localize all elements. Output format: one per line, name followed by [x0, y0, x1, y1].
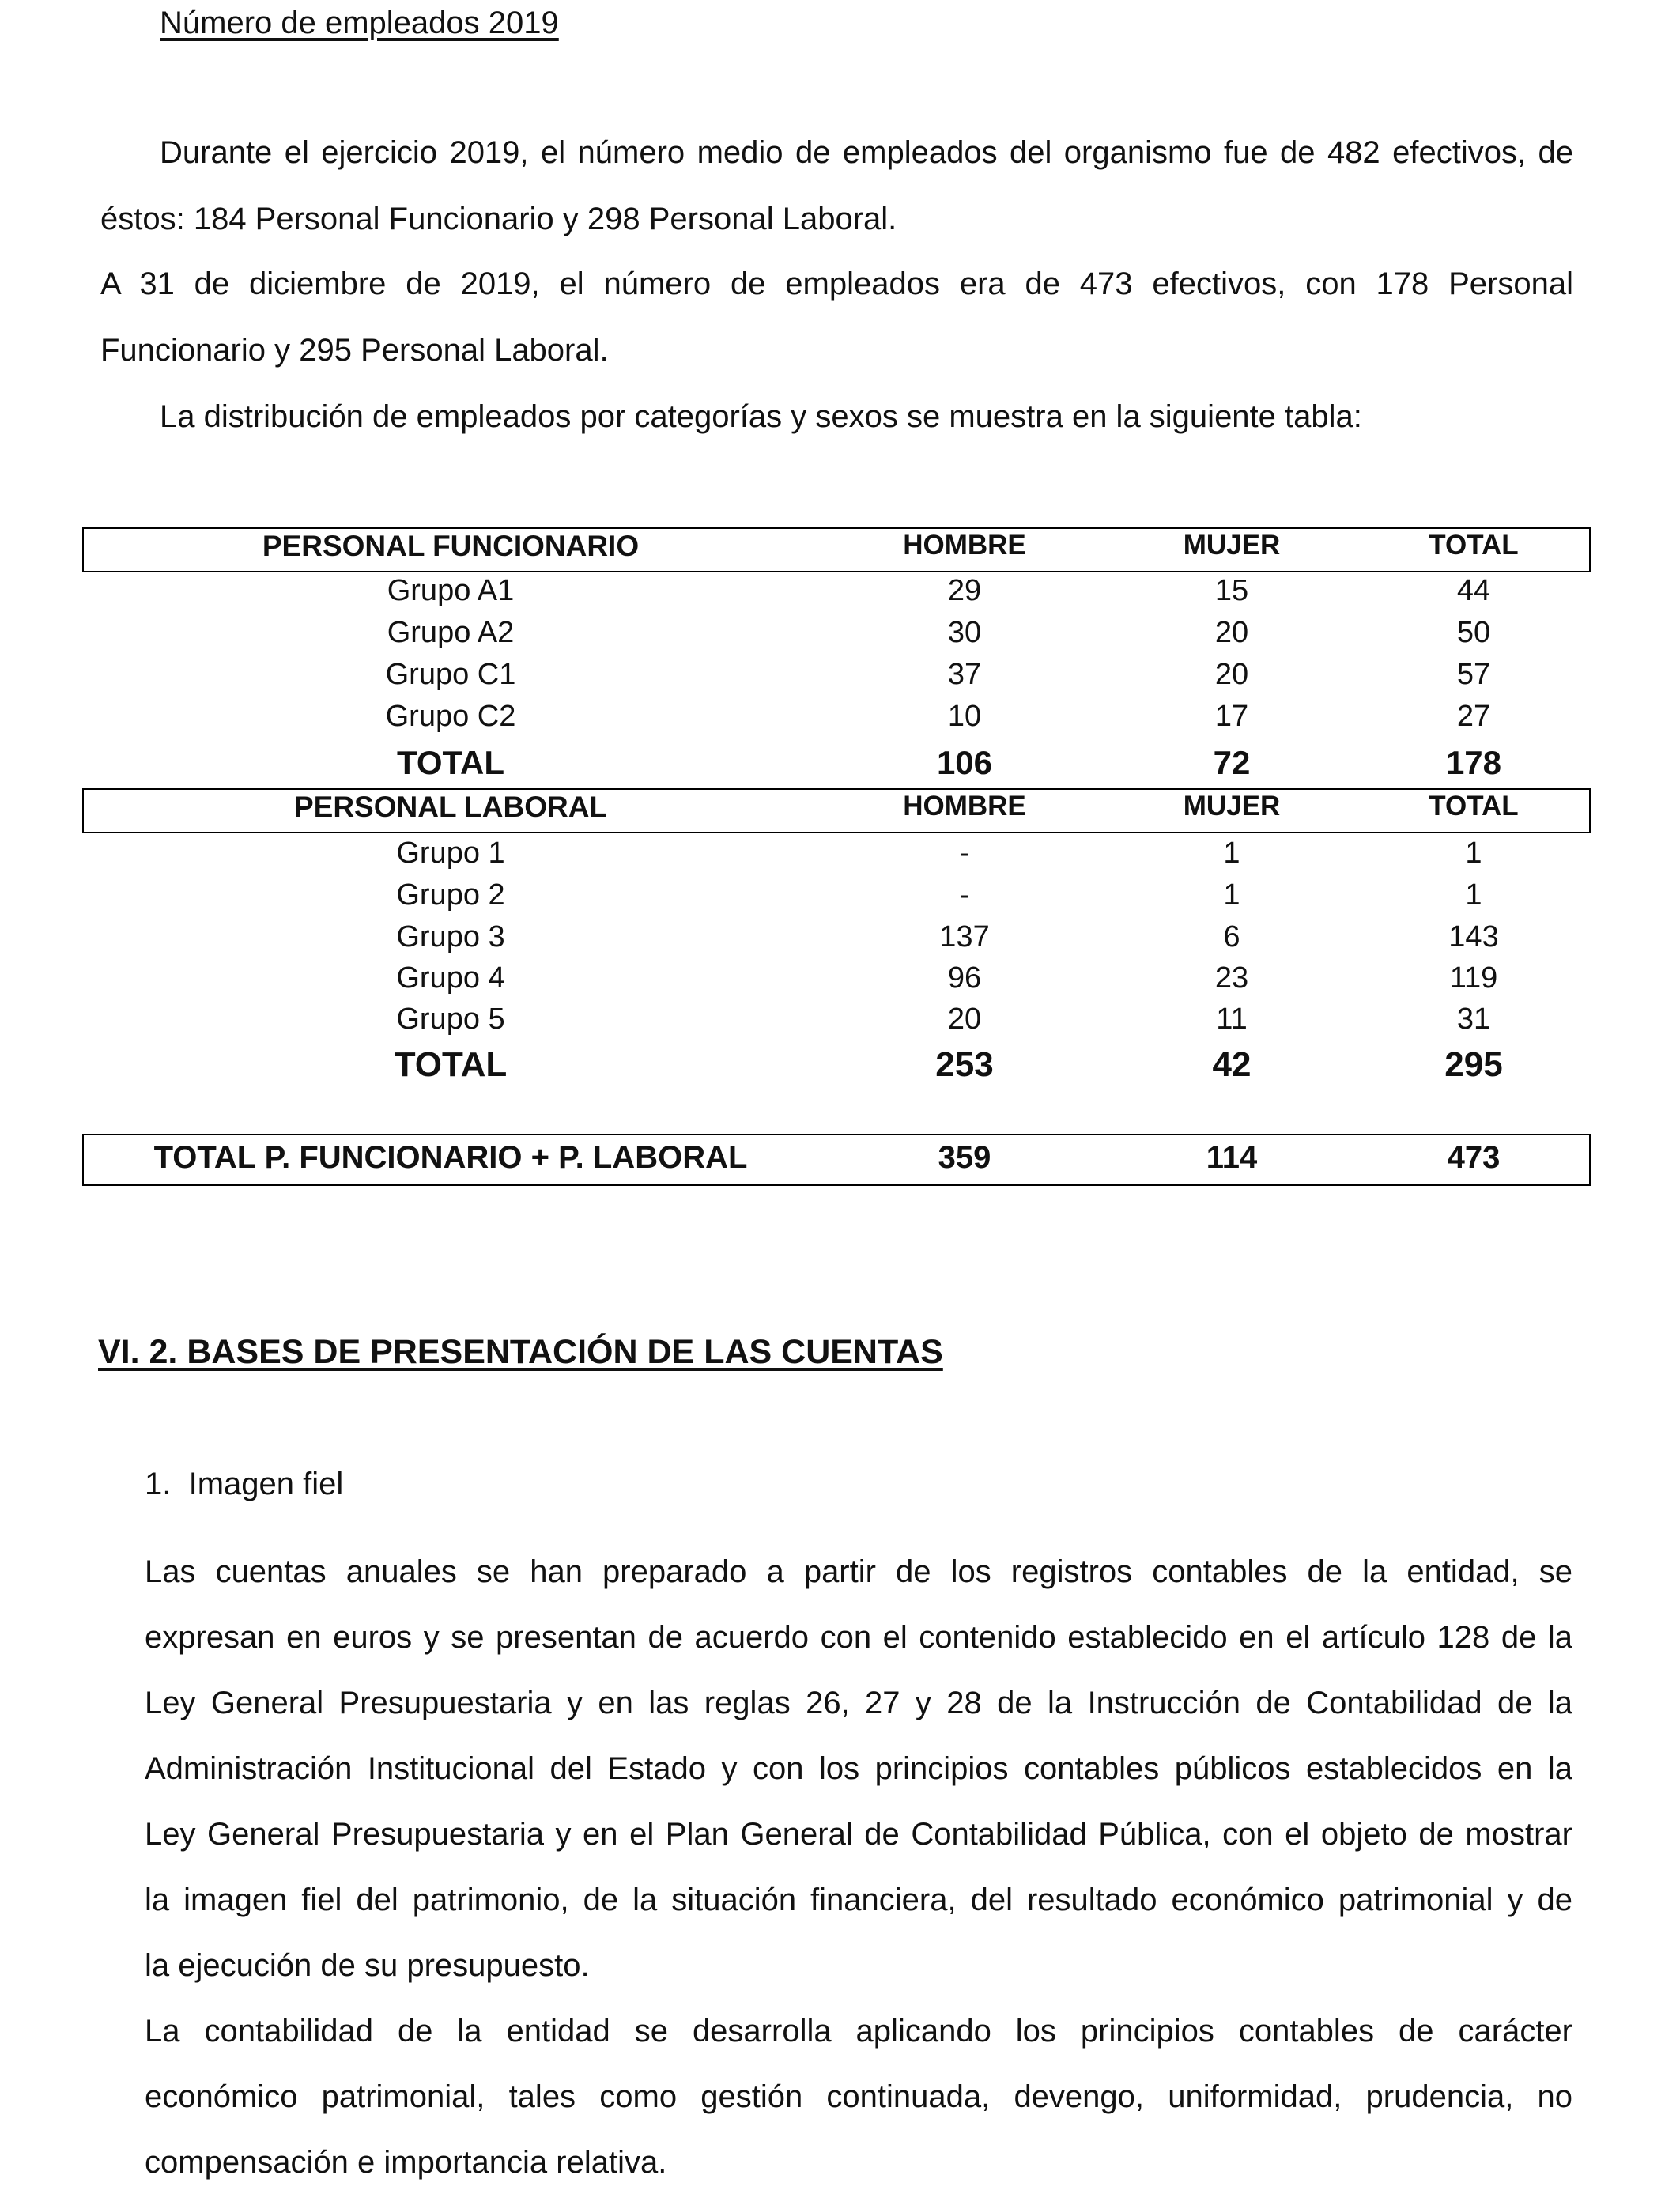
- table-row: [0, 700, 1680, 741]
- body-line-6: la imagen fiel del patrimonio, de la situación financiera, del resultado económico patrimonial y de: [145, 1882, 1572, 1917]
- cell-mujer: 1: [1223, 878, 1240, 912]
- table-row: [0, 961, 1680, 1003]
- grand-total-label: TOTAL P. FUNCIONARIO + P. LABORAL: [153, 1140, 748, 1175]
- body-line-7: la ejecución de su presupuesto.: [145, 1948, 590, 1983]
- cell-hombre: 10: [947, 700, 982, 733]
- funcionario-header-label: PERSONAL FUNCIONARIO: [262, 530, 640, 562]
- body-line-9: económico patrimonial, tales como gestión continuada, devengo, uniformidad, prudencia, no: [145, 2079, 1572, 2114]
- col-hombre-header: HOMBRE: [903, 791, 1026, 821]
- cell-total: 27: [1456, 700, 1491, 733]
- col-hombre-header: HOMBRE: [903, 530, 1026, 561]
- table-row: [0, 920, 1680, 961]
- cell-total: 57: [1456, 658, 1491, 691]
- cell-hombre: 20: [947, 1003, 982, 1036]
- subsection-title: 1. Imagen fiel: [145, 1467, 344, 1501]
- total-label: TOTAL: [396, 744, 505, 781]
- total-hombre: 253: [935, 1045, 994, 1084]
- total-hombre: 106: [936, 744, 993, 781]
- table-row: [0, 616, 1680, 657]
- total-mujer: 72: [1213, 744, 1251, 781]
- cell-mujer: 15: [1214, 574, 1249, 607]
- section-title: VI. 2. BASES DE PRESENTACIÓN DE LAS CUENTAS: [98, 1333, 943, 1371]
- cell-hombre: 137: [939, 920, 990, 954]
- cell-total: 119: [1449, 961, 1498, 995]
- cell-mujer: 1: [1223, 836, 1240, 870]
- cell-hombre: 37: [947, 658, 982, 691]
- cell-hombre: 96: [947, 961, 982, 995]
- grand-total-total: 473: [1447, 1140, 1501, 1175]
- cell-total: 31: [1456, 1003, 1491, 1036]
- body-line-4: Administración Institucional del Estado y con los principios contables públicos establecidos en la: [145, 1751, 1572, 1786]
- cell-total: 1: [1465, 836, 1482, 870]
- row-label: Grupo 2: [396, 878, 505, 912]
- body-line-2: expresan en euros y se presentan de acuerdo con el contenido establecido en el artículo 128 de la: [145, 1620, 1572, 1655]
- row-label: Grupo A1: [387, 574, 515, 607]
- total-label: TOTAL: [394, 1045, 508, 1084]
- cell-hombre: 29: [947, 574, 982, 607]
- intro-line-4: Funcionario y 295 Personal Laboral.: [100, 333, 609, 368]
- row-label: Grupo 1: [396, 836, 505, 870]
- table-row: [0, 658, 1680, 699]
- cell-total: 50: [1456, 616, 1491, 649]
- intro-line-1: Durante el ejercicio 2019, el número medio de empleados del organismo fue de 482 efectivos, de: [160, 135, 1573, 170]
- cell-mujer: 20: [1214, 658, 1249, 691]
- cell-mujer: 23: [1214, 961, 1249, 995]
- grand-total-hombre: 359: [938, 1140, 991, 1175]
- row-label: Grupo 3: [396, 920, 505, 954]
- total-total: 295: [1444, 1045, 1503, 1084]
- body-line-3: Ley General Presupuestaria y en las reglas 26, 27 y 28 de la Instrucción de Contabilidad de la: [145, 1686, 1572, 1720]
- intro-line-3: A 31 de diciembre de 2019, el número de empleados era de 473 efectivos, con 178 Personal: [100, 266, 1573, 301]
- laboral-header-label: PERSONAL LABORAL: [293, 791, 608, 823]
- cell-mujer: 6: [1223, 920, 1240, 954]
- row-label: Grupo 4: [396, 961, 505, 995]
- row-label: Grupo C1: [385, 658, 516, 691]
- table-row: [0, 1003, 1680, 1044]
- funcionario-header-row: [0, 530, 1680, 571]
- cell-hombre: 30: [947, 616, 982, 649]
- intro-line-5: La distribución de empleados por categorías y sexos se muestra en la siguiente tabla:: [160, 399, 1362, 434]
- cell-hombre: -: [959, 878, 970, 912]
- page-heading: Número de empleados 2019: [160, 6, 559, 40]
- body-line-1: Las cuentas anuales se han preparado a partir de los registros contables de la entidad, se: [145, 1554, 1572, 1589]
- cell-mujer: 17: [1214, 700, 1249, 733]
- grand-total-row: [0, 1140, 1680, 1184]
- col-mujer-header: MUJER: [1183, 530, 1281, 561]
- cell-mujer: 20: [1214, 616, 1249, 649]
- cell-total: 44: [1456, 574, 1491, 607]
- col-total-header: TOTAL: [1429, 530, 1519, 561]
- table-row: [0, 878, 1680, 920]
- cell-total: 1: [1465, 878, 1482, 912]
- grand-total-mujer: 114: [1206, 1140, 1258, 1175]
- laboral-total-row: [0, 1045, 1680, 1093]
- cell-total: 143: [1448, 920, 1499, 954]
- row-label: Grupo 5: [396, 1003, 505, 1036]
- body-line-8: La contabilidad de la entidad se desarrolla aplicando los principios contables de carácter: [145, 2014, 1572, 2049]
- cell-hombre: -: [959, 836, 970, 870]
- table-row: [0, 574, 1680, 615]
- row-label: Grupo A2: [387, 616, 515, 649]
- intro-line-2: éstos: 184 Personal Funcionario y 298 Personal Laboral.: [100, 202, 897, 236]
- col-mujer-header: MUJER: [1183, 791, 1281, 821]
- cell-mujer: 11: [1216, 1003, 1248, 1036]
- body-line-10: compensación e importancia relativa.: [145, 2145, 667, 2180]
- col-total-header: TOTAL: [1429, 791, 1519, 821]
- row-label: Grupo C2: [385, 700, 516, 733]
- funcionario-total-row: [0, 744, 1680, 788]
- total-total: 178: [1445, 744, 1502, 781]
- table-row: [0, 836, 1680, 878]
- body-line-5: Ley General Presupuestaria y en el Plan General de Contabilidad Pública, con el objeto de mostrar: [145, 1817, 1572, 1852]
- laboral-header-row: [0, 791, 1680, 832]
- total-mujer: 42: [1212, 1045, 1252, 1084]
